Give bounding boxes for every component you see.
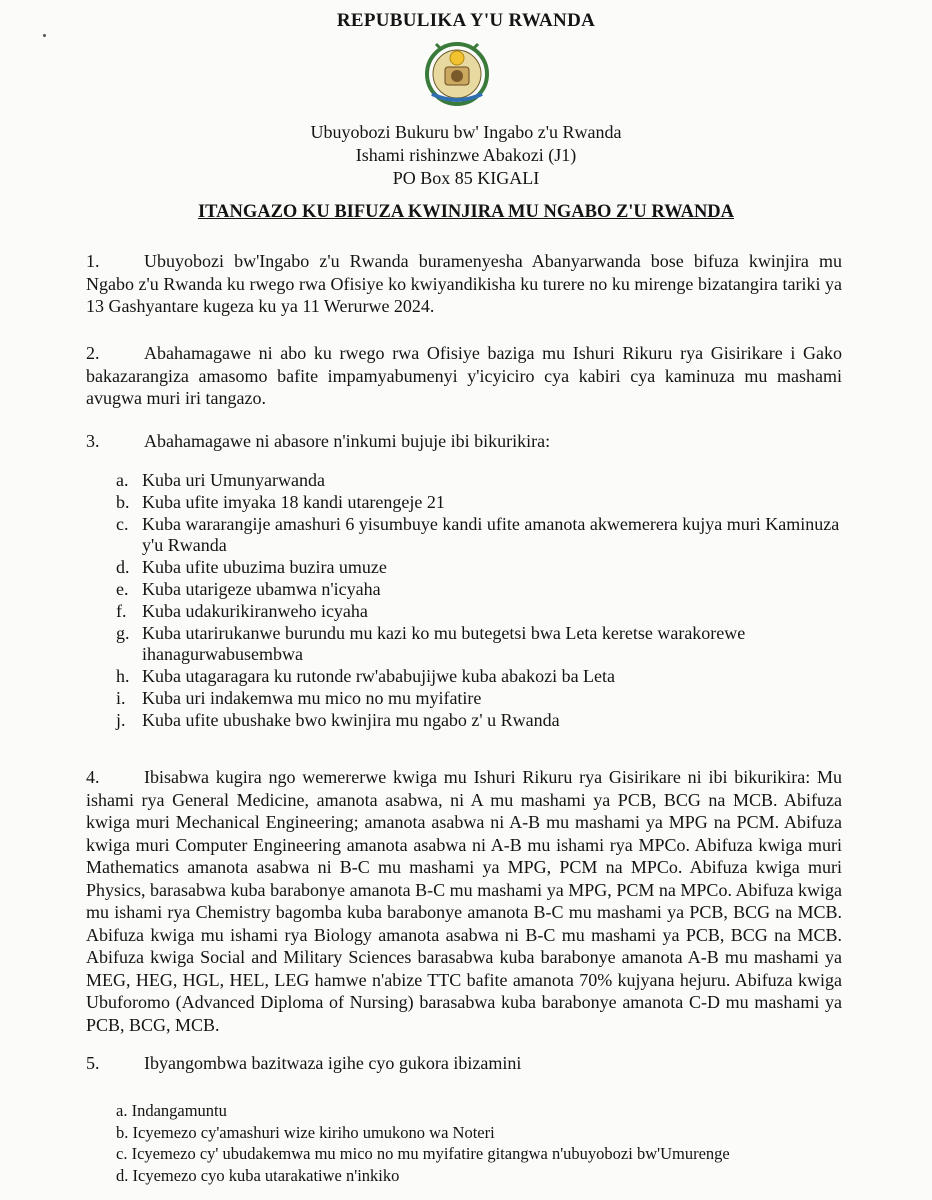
- paragraph-3: [86, 430, 842, 453]
- list-label: e.: [116, 578, 129, 599]
- scan-speck: [43, 34, 46, 37]
- list-text: Kuba uri Umunyarwanda: [142, 470, 325, 490]
- list-label: j.: [116, 709, 126, 730]
- rwanda-coat-of-arms-icon: [418, 36, 496, 108]
- org-line-2: Ishami rishinzwe Abakozi (J1): [355, 145, 577, 165]
- list-text: Kuba utarirukanwe burundu mu kazi ko mu butegetsi bwa Leta keretse warakorewe ihanagurwabusembwa: [142, 622, 746, 665]
- org-line-3: [0, 166, 932, 190]
- list-item: [116, 514, 846, 558]
- paragraph-text: Ubuyobozi bw'Ingabo z'u Rwanda buramenyesha Abanyarwanda bose bifuza kwinjira mu Ngabo z'u Rwanda ku rwego rwa Ofisiye ko kwiyandikisha ku turere no ku mirenge bizatangira tariki ya 13 Gashyantare kugeza ku ya 11 Werurwe 2024.: [86, 251, 842, 316]
- list-label: b.: [116, 491, 130, 512]
- country-heading: REPUBULIKA Y'U RWANDA: [336, 10, 596, 31]
- paragraph-2: [86, 342, 842, 410]
- list-label: c.: [116, 513, 129, 534]
- po-box: PO Box 85: [392, 168, 478, 188]
- paragraph-text: Abahamagawe ni abo ku rwego rwa Ofisiye baziga mu Ishuri Rikuru rya Gisirikare i Gako bakazarangiza amasomo bafite impamyabumenyi y'icyiciro cya kabiri cya kaminuza mu mashami avugwa muri iri tangazo.: [86, 343, 842, 408]
- paragraph-5: [86, 1052, 842, 1075]
- paragraph-number: 5.: [86, 1053, 100, 1073]
- list-text: Indangamuntu: [131, 1101, 227, 1120]
- paragraph-4: [86, 766, 842, 1036]
- list-item: [116, 1165, 846, 1187]
- list-label: f.: [116, 600, 127, 621]
- org-line-1: Ubuyobozi Bukuru bw' Ingabo z'u Rwanda: [310, 122, 622, 142]
- list-item: [116, 1122, 846, 1144]
- list-item: [116, 470, 846, 492]
- list-item: [116, 492, 846, 514]
- city-name: KIGALI: [477, 168, 540, 188]
- paragraph-number: 4.: [86, 767, 100, 787]
- list-text: Kuba utarigeze ubamwa n'icyaha: [142, 578, 381, 599]
- list-text: Kuba wararangije amashuri 6 yisumbuye kandi ufite amanota akwemerera kujya muri Kaminuza y'u Rwanda: [142, 513, 840, 556]
- requirements-list: [116, 470, 846, 732]
- list-item: [116, 623, 846, 667]
- list-label: g.: [116, 622, 130, 643]
- list-text: Kuba udakurikiranweho icyaha: [142, 600, 368, 621]
- paragraph-text: Ibyangombwa bazitwaza igihe cyo gukora ibizamini: [144, 1053, 522, 1073]
- list-text: Kuba ufite imyaka 18 kandi utarengeje 21: [142, 491, 445, 512]
- list-label: c.: [116, 1144, 128, 1163]
- list-item: [116, 666, 846, 688]
- paragraph-number: 1.: [86, 251, 100, 271]
- list-item: [116, 1100, 846, 1122]
- list-text: Kuba utagaragara ku rutonde rw'ababujijwe kuba abakozi ba Leta: [142, 666, 616, 687]
- paragraph-text: Ibisabwa kugira ngo wemererwe kwiga mu Ishuri Rikuru rya Gisirikare ni ibi bikurikira: Mu ishami rya General Medicine, amanota asabwa, ni A mu mashami ya PCB, BCG na MCB. Abifuza kwiga muri Mechanical Engineering; amanota asabwa ni A-B mu mashami ya MPG na PCM. Abifuza kwiga muri Computer Engineering amanota asabwa ni A-B mu ishami rya MPCo. Abifuza kwiga muri Mathematics amanota asabwa ni B-C mu mashami ya MPG, PCM na MPCo. Abifuza kwiga muri Physics, barasabwa kuba barabonye amanota B-C mu mashami ya MPG, PCM na MPCo. Abifuza kwiga mu ishami rya Chemistry bagomba kuba barabonye amanota B-C mu mashami ya PCB, BCG na MCB. Abifuza kwiga mu ishami rya Biology amanota asabwa ni B-C mu mashami ya PCB, BCG na MCB. Abifuza kwiga Social and Military Sciences barasabwa kuba barabonye amanota A-B mu mashami ya MEG, HEG, HGL, HEL, LEG hamwe n'abize TTC bafite amanota 70% kujyana hejuru. Abifuza kwiga Ubuforomo (Advanced Diploma of Nursing) barasabwa kuba barabonye amanota C-D mu mashami ya PCB, BCG, MCB.: [86, 767, 842, 1035]
- list-text: Kuba uri indakemwa mu mico no mu myifatire: [142, 687, 482, 708]
- list-item: [116, 688, 846, 710]
- list-label: i.: [116, 687, 126, 708]
- documents-list: [116, 1100, 846, 1186]
- paragraph-1: [86, 250, 842, 318]
- list-text: Icyemezo cyo kuba utarakatiwe n'inkiko: [132, 1165, 400, 1185]
- list-label: b.: [116, 1122, 129, 1142]
- paragraph-number: 3.: [86, 431, 100, 451]
- list-label: a.: [116, 470, 129, 490]
- list-label: h.: [116, 666, 130, 687]
- paragraph-number: 2.: [86, 343, 100, 363]
- list-item: [116, 579, 846, 601]
- list-label: d.: [116, 557, 130, 578]
- list-text: Kuba ufite ubuzima buzira umuze: [142, 557, 387, 578]
- list-text: Icyemezo cy'amashuri wize kiriho umukono wa Noteri: [132, 1122, 495, 1142]
- list-label: d.: [116, 1165, 129, 1185]
- list-item: [116, 601, 846, 623]
- list-label: a.: [116, 1101, 128, 1120]
- list-item: [116, 1143, 846, 1165]
- paragraph-text: Abahamagawe ni abasore n'inkumi bujuje ibi bikurikira:: [144, 431, 551, 451]
- notice-title: ITANGAZO KU BIFUZA KWINJIRA MU NGABO Z'U RWANDA: [197, 202, 735, 222]
- list-item: [116, 557, 846, 579]
- list-text: Kuba ufite ubushake bwo kwinjira mu ngabo z' u Rwanda: [142, 709, 560, 730]
- list-item: [116, 710, 846, 732]
- list-text: Icyemezo cy' ubudakemwa mu mico no mu myifatire gitangwa n'ubuyobozi bw'Umurenge: [131, 1144, 730, 1163]
